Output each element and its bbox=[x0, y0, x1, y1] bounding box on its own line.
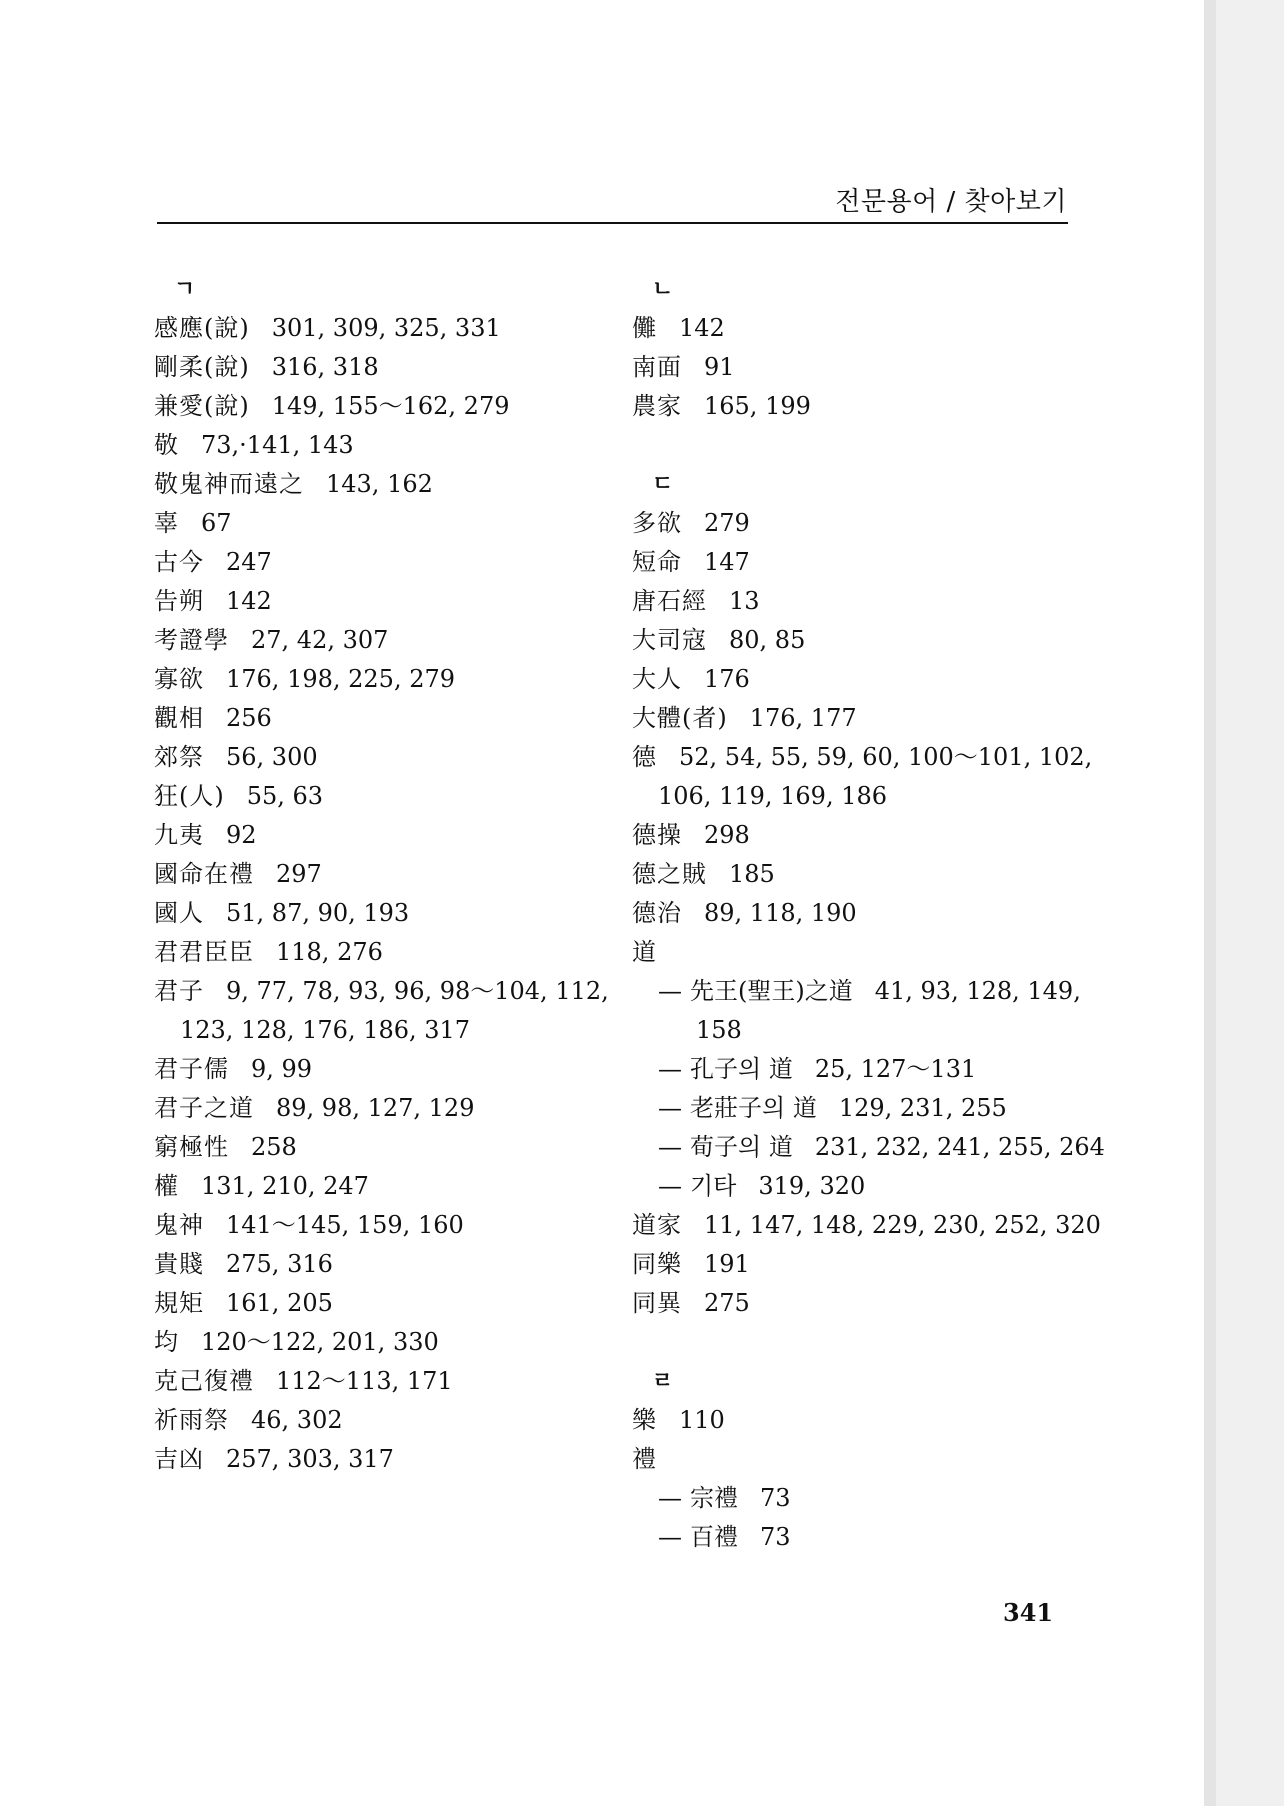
entry-term: 兼愛(說) bbox=[154, 392, 250, 420]
entry-pages: 91 bbox=[704, 353, 735, 381]
entry-term: 克己復禮 bbox=[154, 1367, 254, 1395]
entry-pages: 191 bbox=[704, 1250, 750, 1278]
index-entry bbox=[632, 543, 1092, 582]
index-entry bbox=[632, 1401, 1092, 1440]
entry-term: 君子儒 bbox=[154, 1055, 229, 1083]
subentry-pages: 41, 93, 128, 149, bbox=[874, 977, 1081, 1005]
entry-pages: 55, 63 bbox=[246, 782, 324, 810]
index-entry bbox=[632, 933, 1092, 972]
entry-pages: 73,·141, 143 bbox=[201, 431, 354, 459]
entry-term: 權 bbox=[154, 1172, 179, 1200]
subentry-term: 孔子의 道 bbox=[690, 1055, 793, 1083]
index-subentry bbox=[632, 1479, 1092, 1518]
entry-term: 大體(者) bbox=[632, 704, 728, 732]
entry-pages: 141～145, 159, 160 bbox=[226, 1211, 464, 1239]
index-entry bbox=[632, 504, 1092, 543]
entry-pages: 13 bbox=[729, 587, 760, 615]
entry-term: 吉凶 bbox=[154, 1445, 204, 1473]
entry-pages: 92 bbox=[226, 821, 257, 849]
index-subentry bbox=[632, 972, 1092, 1011]
entry-term: 德 bbox=[632, 743, 657, 771]
section-spacer bbox=[632, 426, 1092, 465]
entry-term: 感應(說) bbox=[154, 314, 250, 342]
subentry-dash: — bbox=[658, 1133, 682, 1161]
entry-term: 大人 bbox=[632, 665, 682, 693]
entry-term: 告朔 bbox=[154, 587, 204, 615]
entry-term: 德操 bbox=[632, 821, 682, 849]
entry-pages: 275 bbox=[704, 1289, 750, 1317]
entry-pages: 165, 199 bbox=[704, 392, 811, 420]
entry-term: 貴賤 bbox=[154, 1250, 204, 1278]
subentry-dash: — bbox=[658, 977, 682, 1005]
entry-pages: 149, 155～162, 279 bbox=[271, 392, 510, 420]
entry-pages: 316, 318 bbox=[271, 353, 379, 381]
index-entry bbox=[154, 1128, 594, 1167]
index-entry bbox=[154, 816, 594, 855]
entry-term: 君子 bbox=[154, 977, 204, 1005]
entry-term: 均 bbox=[154, 1328, 179, 1356]
section-spacer bbox=[632, 1323, 1092, 1362]
index-entry bbox=[632, 738, 1092, 777]
header-rule bbox=[157, 222, 1068, 224]
index-entry bbox=[154, 1284, 594, 1323]
entry-term: 觀相 bbox=[154, 704, 204, 732]
entry-term: 考證學 bbox=[154, 626, 229, 654]
subentry-dash: — bbox=[658, 1523, 682, 1551]
entry-term: 鬼神 bbox=[154, 1211, 204, 1239]
entry-pages: 56, 300 bbox=[226, 743, 318, 771]
entry-pages: 89, 98, 127, 129 bbox=[276, 1094, 475, 1122]
subentry-term: 기타 bbox=[690, 1172, 737, 1200]
index-entry bbox=[632, 699, 1092, 738]
subentry-term: 百禮 bbox=[690, 1523, 738, 1551]
index-entry bbox=[154, 894, 594, 933]
entry-pages: 298 bbox=[704, 821, 750, 849]
index-entry bbox=[154, 699, 594, 738]
entry-term: 德治 bbox=[632, 899, 682, 927]
entry-pages: 297 bbox=[276, 860, 322, 888]
index-entry bbox=[154, 1206, 594, 1245]
index-entry bbox=[154, 855, 594, 894]
entry-pages: 143, 162 bbox=[326, 470, 433, 498]
index-entry bbox=[154, 465, 594, 504]
index-entry bbox=[632, 1245, 1092, 1284]
entry-term: 道 bbox=[632, 938, 657, 966]
index-subentry bbox=[632, 1050, 1092, 1089]
entry-pages: 176 bbox=[704, 665, 750, 693]
subentry-pages: 231, 232, 241, 255, 264 bbox=[814, 1133, 1105, 1161]
index-subentry bbox=[632, 1167, 1092, 1206]
entry-pages: 256 bbox=[226, 704, 272, 732]
entry-pages: 27, 42, 307 bbox=[251, 626, 389, 654]
index-entry bbox=[154, 933, 594, 972]
entry-continuation: 123, 128, 176, 186, 317 bbox=[180, 1016, 471, 1044]
entry-term: 南面 bbox=[632, 353, 682, 381]
entry-term: 儺 bbox=[632, 314, 657, 342]
index-entry bbox=[154, 621, 594, 660]
entry-term: 狂(人) bbox=[154, 782, 225, 810]
index-entry bbox=[154, 1167, 594, 1206]
entry-term: 農家 bbox=[632, 392, 682, 420]
entry-term: 禮 bbox=[632, 1445, 657, 1473]
subentry-term: 先王(聖王)之道 bbox=[690, 977, 853, 1005]
index-entry bbox=[632, 660, 1092, 699]
entry-pages: 52, 54, 55, 59, 60, 100～101, 102, bbox=[679, 743, 1093, 771]
subentry-pages: 73 bbox=[760, 1484, 791, 1512]
index-entry bbox=[632, 582, 1092, 621]
entry-term: 君君臣臣 bbox=[154, 938, 254, 966]
entry-term: 祈雨祭 bbox=[154, 1406, 229, 1434]
subentry-term: 宗禮 bbox=[690, 1484, 738, 1512]
section-label: ㄴ bbox=[652, 277, 674, 302]
entry-pages: 120～122, 201, 330 bbox=[201, 1328, 439, 1356]
subentry-continuation: 158 bbox=[696, 1016, 742, 1044]
index-entry bbox=[154, 738, 594, 777]
entry-pages: 185 bbox=[729, 860, 775, 888]
subentry-term: 老莊子의 道 bbox=[690, 1094, 817, 1122]
entry-term: 德之賊 bbox=[632, 860, 707, 888]
entry-pages: 258 bbox=[251, 1133, 297, 1161]
entry-pages: 110 bbox=[679, 1406, 725, 1434]
entry-term: 辜 bbox=[154, 509, 179, 537]
index-entry bbox=[154, 543, 594, 582]
entry-pages: 161, 205 bbox=[226, 1289, 333, 1317]
index-entry bbox=[154, 387, 594, 426]
entry-pages: 46, 302 bbox=[251, 1406, 343, 1434]
index-subentry bbox=[632, 1128, 1105, 1167]
index-entry bbox=[154, 1440, 594, 1479]
subentry-dash: — bbox=[658, 1172, 682, 1200]
running-header: 전문용어 / 찾아보기 bbox=[835, 187, 1067, 217]
index-entry bbox=[632, 855, 1092, 894]
index-entry bbox=[632, 387, 1092, 426]
entry-pages: 176, 198, 225, 279 bbox=[226, 665, 456, 693]
index-subentry bbox=[632, 1089, 1092, 1128]
index-entry bbox=[154, 777, 594, 816]
entry-term: 樂 bbox=[632, 1406, 657, 1434]
index-entry bbox=[154, 660, 594, 699]
entry-pages: 301, 309, 325, 331 bbox=[271, 314, 501, 342]
entry-term: 同樂 bbox=[632, 1250, 682, 1278]
subentry-pages: 25, 127～131 bbox=[814, 1055, 977, 1083]
entry-term: 多欲 bbox=[632, 509, 682, 537]
index-entry bbox=[154, 972, 609, 1011]
index-subentry bbox=[632, 1518, 1092, 1557]
entry-pages: 131, 210, 247 bbox=[201, 1172, 369, 1200]
index-entry bbox=[154, 582, 594, 621]
entry-pages: 118, 276 bbox=[276, 938, 383, 966]
entry-term: 敬鬼神而遠之 bbox=[154, 470, 304, 498]
index-entry bbox=[154, 1050, 594, 1089]
entry-term: 短命 bbox=[632, 548, 682, 576]
entry-pages: 142 bbox=[226, 587, 272, 615]
index-entry bbox=[632, 1440, 1092, 1479]
subentry-pages: 319, 320 bbox=[758, 1172, 866, 1200]
subentry-dash: — bbox=[658, 1094, 682, 1122]
entry-term: 唐石經 bbox=[632, 587, 707, 615]
entry-pages: 257, 303, 317 bbox=[226, 1445, 394, 1473]
entry-pages: 279 bbox=[704, 509, 750, 537]
index-entry bbox=[154, 1323, 594, 1362]
entry-term: 規矩 bbox=[154, 1289, 204, 1317]
entry-pages: 147 bbox=[704, 548, 750, 576]
entry-pages: 9, 77, 78, 93, 96, 98～104, 112, bbox=[226, 977, 609, 1005]
page-edge bbox=[1204, 0, 1216, 1806]
entry-term: 國人 bbox=[154, 899, 204, 927]
entry-term: 君子之道 bbox=[154, 1094, 254, 1122]
section-label: ㄹ bbox=[652, 1369, 674, 1394]
entry-term: 剛柔(說) bbox=[154, 353, 250, 381]
index-entry bbox=[154, 309, 594, 348]
entry-pages: 275, 316 bbox=[226, 1250, 333, 1278]
index-entry bbox=[154, 1362, 594, 1401]
page-number: 341 bbox=[1003, 1598, 1054, 1627]
entry-term: 寡欲 bbox=[154, 665, 204, 693]
index-entry bbox=[154, 1401, 594, 1440]
entry-term: 郊祭 bbox=[154, 743, 204, 771]
entry-pages: 142 bbox=[679, 314, 725, 342]
index-entry bbox=[632, 894, 1092, 933]
entry-pages: 247 bbox=[226, 548, 272, 576]
index-entry bbox=[154, 1089, 594, 1128]
section-label: ㄱ bbox=[174, 277, 196, 302]
entry-term: 窮極性 bbox=[154, 1133, 229, 1161]
subentry-dash: — bbox=[658, 1484, 682, 1512]
index-entry bbox=[632, 1284, 1092, 1323]
index-entry bbox=[632, 348, 1092, 387]
index-entry bbox=[154, 426, 594, 465]
entry-pages: 9, 99 bbox=[251, 1055, 313, 1083]
entry-term: 古今 bbox=[154, 548, 204, 576]
entry-term: 敬 bbox=[154, 431, 179, 459]
entry-term: 國命在禮 bbox=[154, 860, 254, 888]
index-entry bbox=[632, 1206, 1101, 1245]
right-index-column bbox=[632, 270, 1105, 1557]
index-entry bbox=[632, 309, 1092, 348]
subentry-pages: 73 bbox=[760, 1523, 791, 1551]
index-entry bbox=[154, 1245, 594, 1284]
entry-pages: 67 bbox=[201, 509, 232, 537]
entry-term: 同異 bbox=[632, 1289, 682, 1317]
subentry-term: 荀子의 道 bbox=[690, 1133, 793, 1161]
entry-pages: 89, 118, 190 bbox=[704, 899, 857, 927]
section-label: ㄷ bbox=[652, 472, 674, 497]
entry-term: 大司寇 bbox=[632, 626, 707, 654]
index-entry bbox=[154, 504, 594, 543]
entry-pages: 51, 87, 90, 193 bbox=[226, 899, 410, 927]
entry-continuation: 106, 119, 169, 186 bbox=[658, 782, 888, 810]
entry-pages: 11, 147, 148, 229, 230, 252, 320 bbox=[704, 1211, 1101, 1239]
index-entry bbox=[632, 816, 1092, 855]
index-entry bbox=[632, 621, 1092, 660]
entry-term: 九夷 bbox=[154, 821, 204, 849]
entry-term: 道家 bbox=[632, 1211, 682, 1239]
entry-pages: 80, 85 bbox=[729, 626, 806, 654]
subentry-pages: 129, 231, 255 bbox=[838, 1094, 1007, 1122]
subentry-dash: — bbox=[658, 1055, 682, 1083]
left-index-column bbox=[154, 270, 609, 1479]
entry-pages: 176, 177 bbox=[749, 704, 857, 732]
entry-pages: 112～113, 171 bbox=[276, 1367, 453, 1395]
index-entry bbox=[154, 348, 594, 387]
